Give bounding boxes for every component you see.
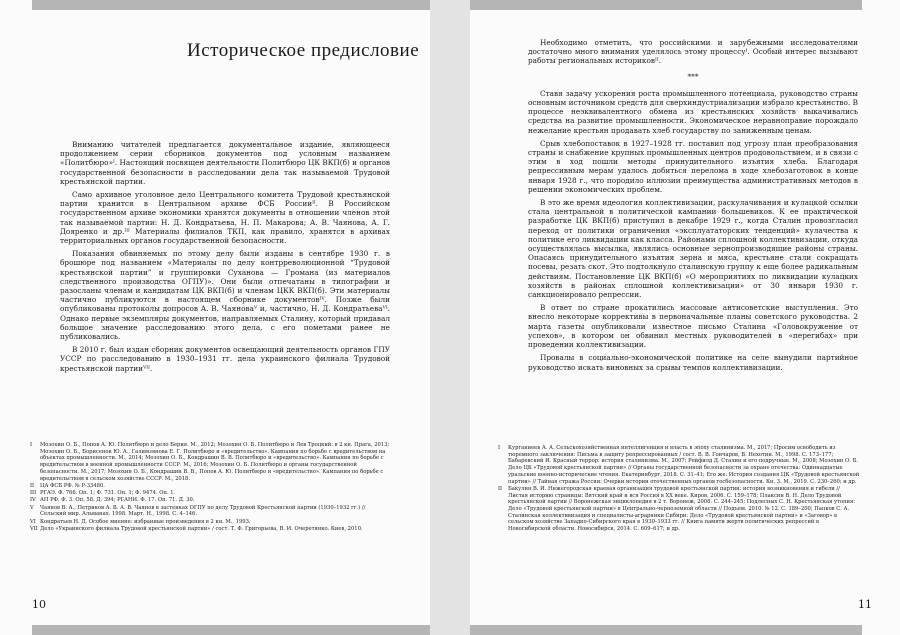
footnote [30, 505, 392, 518]
footnote-number: II [498, 485, 503, 492]
footnote [30, 497, 392, 504]
page-number: 11 [858, 598, 872, 611]
paragraph: Вниманию читателей предлагается документальное издание, являющееся продолжением серии сборников документов под условным названием «Политбюро»ᴵ. Настоящий посвящен деятельности Политбюро ЦК ВКП(б) и органов государственной безопасности в расследовании дела так называемой Трудовой крестьянской партии. [60, 140, 390, 186]
right-page [470, 0, 900, 635]
paragraph: Провалы в социально-экономической политике на селе вынудили партийное руководство искать виновных за срывы темпов коллективизации. [528, 353, 858, 372]
paragraph: Ставя задачу ускорения роста промышленного потенциала, руководство страны основным источником средств для сверхиндустриализации избрало крестьянство. В процессе неэквивалентного обмена из крестьянских хозяйств выкачивались средства на развитие промышленности. Экономическое неравноправие порождало нежелание крестьян продавать хлеб государству по заниженным ценам. [528, 88, 858, 135]
footnote-text: Чаянов В. А., Петриков А. В. А. В. Чаянов в застенках ОГПУ по делу Трудовой Крестьянской партии (1930–1932 гг.) // Сельский мир. Альманах. 1998. Март. Н., 1998. С. 4–146. [40, 504, 366, 518]
footnote [30, 490, 392, 497]
bottom-rule [470, 625, 862, 635]
body-text [528, 38, 858, 376]
section-separator: *** [687, 71, 699, 81]
footnote [498, 445, 860, 485]
footnote-text: Дело «Украинского филиала Трудовой крестьянской партии» / сост. Т. Ф. Григорьева, В. И. Очеретянко. Киев, 2010. [40, 526, 363, 532]
footnote [30, 442, 392, 482]
paragraph: Само архивное уголовное дело Центрального комитета Трудовой крестьянской партии хранится в Центральном архиве ФСБ Россииᴵᴵ. В Российском государственном архиве экономики хранятся документы в отношении членов этой так называемой партии: Н. Д. Кондратьева, Н. П. Макарова; А. В. Чаянова, А. Г. Дояренко и др.ᴵᴵᴵ Материалы филиалов ТКП, как правило, хранятся в архивах территориальных органов государственной безопасности. [60, 190, 390, 246]
footnote-number: I [498, 445, 501, 451]
footnote-text: Бакулин В. И. Нижегородская краевая организация трудовой крестьянской партии: история возникновения и гибели // Листая историю страницы: Вятский край и вся Россия в XX веке. Киров, 2006. С. 159–178; Плаксин В. Н. Дело Трудовой крестьянской партии // Воронежская энциклопедия в 2 т. Воронеж, 2008. С. 244–245; Подлесных С. Н. Крестьянская утопия: Дело «Трудовой крестьянской партии» в Центрально-черноземной области // Подъем. 2010. № 12. С. 189–200; Папков С. А. Сталинская коллективизация и специалисты-аграрники Сибири: Дело «Трудовой крестьянской партии» и «Заговор» в сельском хозяйстве Западно-Сибирского края в 1930–1933 гг. // Книга памяти жертв политических репрессий в Новосибирской области. Новосибирск, 2014. С. 609–617; и др. [508, 485, 856, 533]
footnote-number: I [30, 442, 33, 448]
paragraph: В 2010 г. был издан сборник документов освещающий деятельность органов ГПУ УССР по расследованию в 1930–1931 гг. дела украинского филиала Трудовой крестьянской партииⱽᴵᴵ. [60, 345, 390, 373]
bottom-rule [32, 625, 430, 635]
footnotes [498, 445, 860, 533]
footnote-number: VI [30, 518, 36, 525]
footnote-number: III [30, 490, 37, 497]
page-title: Историческое предисловие [187, 40, 420, 61]
footnote-text: ЦА ФСБ РФ. № Р-33480. [40, 482, 105, 489]
footnote-text: Мозохин О. Б., Попов А. Ю. Политбюро и дело Берия. М., 2012; Мозохин О. Б. Политбюро и Лев Троцкий: в 2 кн. Прага, 2013; Мозохин О. Б., Борисенок Ю. А., Галимзянова Е. Г. Политбюро и «вредительство». Кампания по борьбе с вредительством на объектах промышленности. М., 2014; Мозохин О. Б., Кондрашин В. В. Политбюро и «вредительство». Кампания по борьбе с вредительством в военной промышленности СССР. М., 2016; Мозохин О. Б. Политбюро и органы государственной безопасности. М., 2017; Мозохин О. Б., Кондрашин В. В., Попов А. Ю. Политбюро и «вредительство». Кампания по борьбе с вредительством в сельском хозяйстве СССР. М., 2018. [40, 442, 390, 482]
footnote [498, 486, 860, 533]
footnote [30, 519, 392, 526]
book-gutter [430, 0, 470, 635]
footnote-number: IV [30, 497, 36, 504]
footnote-number: II [30, 482, 35, 489]
footnote-number: V [30, 504, 34, 511]
paragraph: В ответ по стране прокатились массовые антисоветские выступления. Это внесло некоторые коррективы в первоначальные планы советского руководства. 2 марта газеты опубликовали известное письмо Сталина «Головокружение от успехов», в котором он обвинил местных руководителей в «перегибах» при проведении коллективизации. [528, 303, 858, 350]
footnote-text: Кондратьев Н. Д. Особое мнение: избранные произведения в 2 кн. М., 1993. [40, 518, 251, 525]
paragraph: В это же время идеология коллективизации, раскулачивания и кулацкой ссылки стала центральной в политической кампании большевиков. К ее практической разработке ЦК ВКП(б) приступил в декабре 1929 г., когда Сталин провозгласил переход от политики ограничения «эксплуататорских тенденций» кулачества к политике его ликвидации как класса. Районами сплошной коллективизации, откуда осуществлялась высылка, являлись основные зернопроизводящие районы страны. Опасаясь принудительного изъятия зерна и мяса, крестьяне стали сокращать посевы, резать скот. Это подтолкнуло сталинскую группу к еще более радикальным действиям. Постановление ЦК ВКП(б) «О мероприятиях по ликвидации кулацких хозяйств в районах сплошной коллективизации» от 30 января 1930 г. санкционировало репрессии. [528, 198, 858, 300]
footnote-text: Курганиеев А. А. Сельскохозяйственная интеллигенция и власть в эпоху сталинизма. М., 2017; Просим освободить из тюремного заключения: Письма в защиту репрессированных / сост. В. В. Гончаров, В. Нехотин. М., 1998. С. 173–177; Бабаревский И. Красный террор: история сталинизма. М., 2007; Рейфилд Д. Сталин и его подручные. М., 2008; Мозохин О. Б. Дело ЦК «Трудовой крестьянской партии» // Органы государственной безопасности за охране отечества: Одиннадцатые уральские военно-исторические чтения. Екатеринбург, 2018. С. 31–41; Его же. История создания ЦК «Трудовой крестьянской партии» // Тайная стража России: Очерки истории отечественных органов госбезопасности. Кн. 3. М., 2019. С. 230–260; и др. [508, 445, 860, 485]
body-text [60, 140, 390, 377]
top-rule [32, 0, 430, 10]
left-page [0, 0, 430, 635]
paragraph: Срыв хлебопоставок в 1927–1928 гг. поставил под угрозу план преобразования страны и снабжение крупных промышленных центров продовольствием, и в связи с этим в ход пошли методы принудительного изъятия хлеба. Благодаря репрессивным мерам удалось добиться перелома в ходе хлебозаготовок в конце января 1928 г., что породило иллюзии преимущества административных методов в решении экономических проблем. [528, 138, 858, 194]
page-number: 10 [32, 598, 46, 611]
paragraph: Необходимо отметить, что российскими и зарубежными исследователями достаточно много внимания уделялось этому процессуᴵ. Особый интерес вызывают работы региональных историковᴵᴵ. [528, 38, 858, 66]
footnote-text: АП РФ. Ф. 3. Оп. 58. Д. 394; РГАНИ. Ф. 17. Оп. 71. Д. 30. [40, 497, 195, 504]
footnotes [30, 442, 392, 533]
top-rule [470, 0, 862, 10]
footnote [30, 526, 392, 533]
footnote-text: РГАЭ. Ф. 766. Оп. 1; Ф. 731. Оп. 1; Ф. 9474. Оп. 1. [40, 490, 176, 497]
paragraph: Показания обвиняемых по этому делу были изданы в сентябре 1930 г. в брошюре под названием «Материалы по делу контрреволюционной “Трудовой крестьянской партии” и группировки Суханова — Громана (из материалов следственного производства ОГПУ)». Они были отпечатаны в типографии и разосланы членам и кандидатам ЦК ВКП(б) и членам ЦКК ВКП(б). Эти материалы частично публикуются в настоящем сборнике документовᴵⱽ. Позже были опубликованы протоколы допросов А. В. Чаяноваⱽ и, частично, Н. Д. Кондратьеваⱽᴵ. Однако первые экземпляры документов, направляемых Сталину, который придавал большое значение расследованию этого дела, с его пометами ранее не публиковались. [60, 249, 390, 342]
footnote [30, 483, 392, 490]
footnote-number: VII [30, 526, 38, 532]
